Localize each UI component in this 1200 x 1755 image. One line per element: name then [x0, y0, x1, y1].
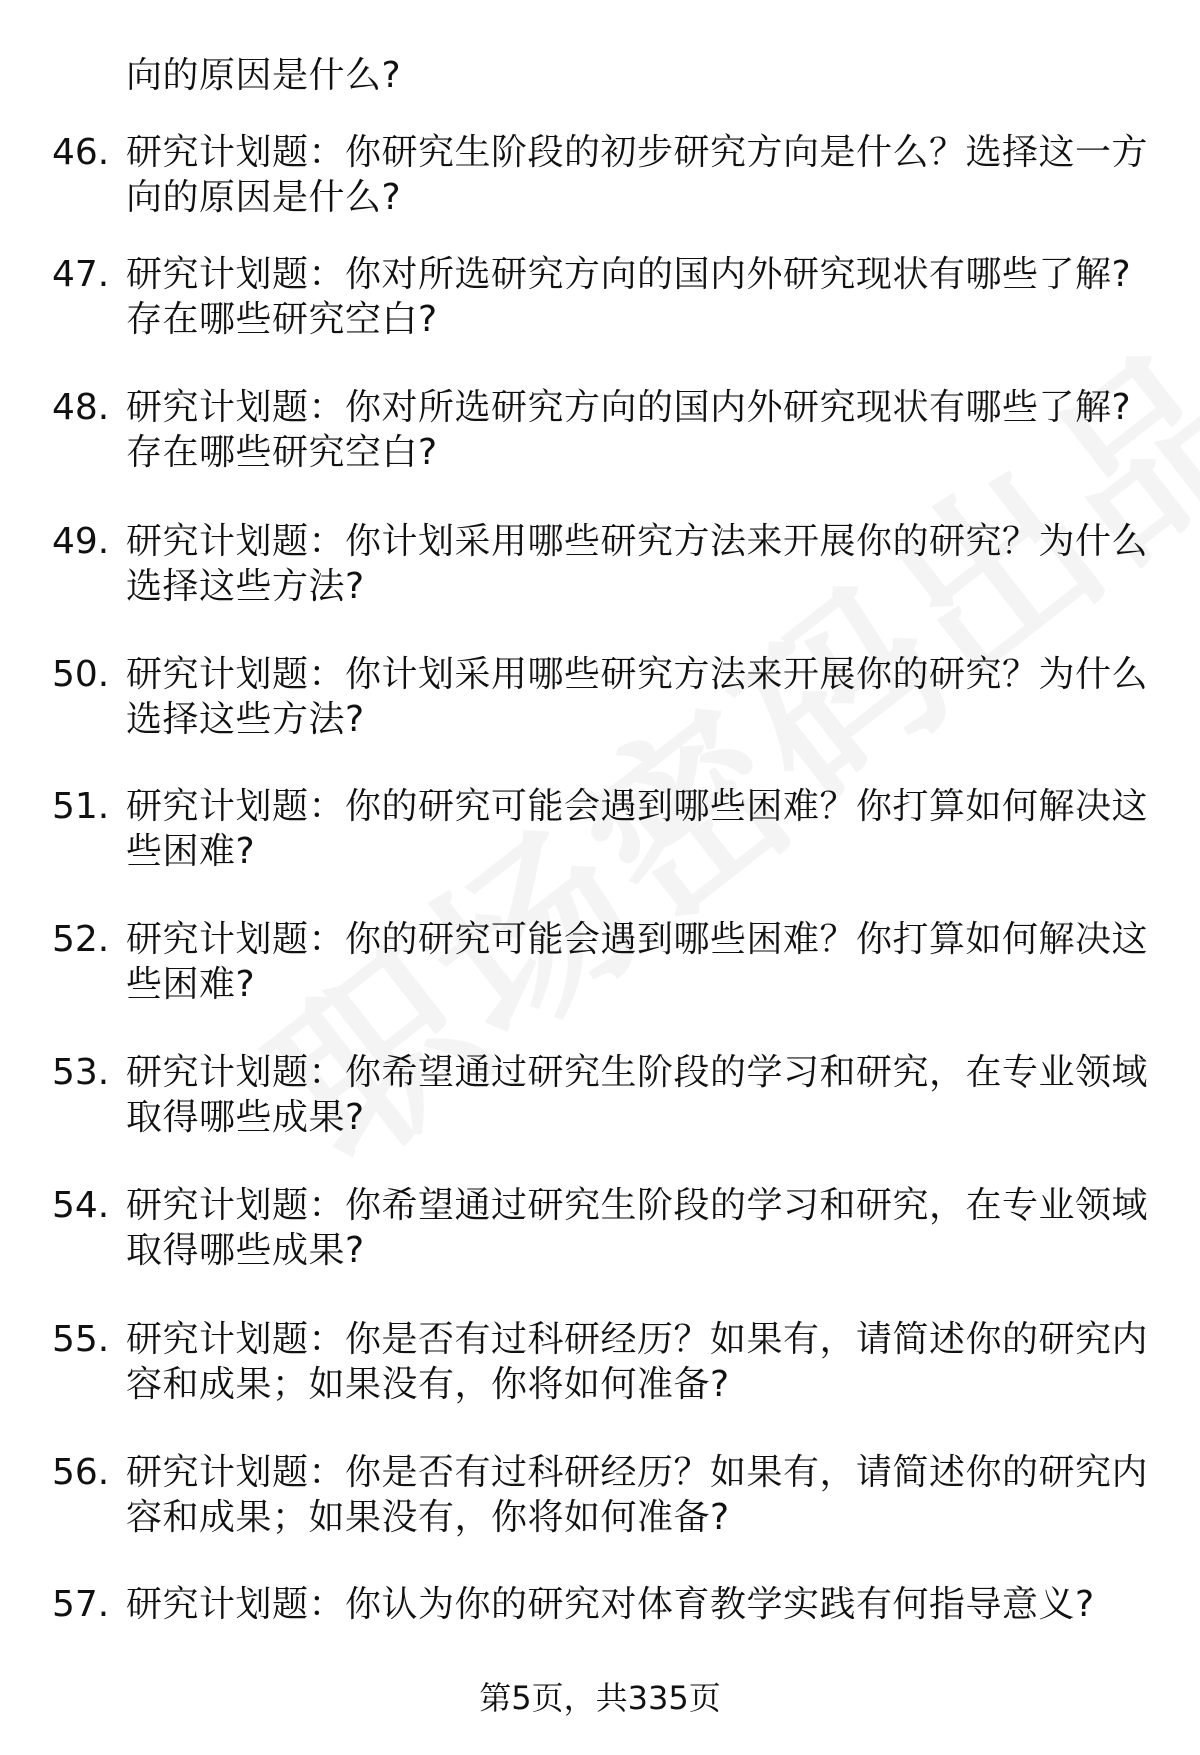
question-text-line2: 取得哪些成果?: [126, 1097, 365, 1138]
question-number: 55.: [52, 1319, 110, 1360]
question-text-line2: 些困难?: [126, 964, 256, 1005]
question-text-line2: 存在哪些研究空白?: [126, 299, 438, 340]
question-text-line2: 向的原因是什么?: [126, 177, 402, 218]
question-number: 47.: [52, 254, 110, 295]
question-number: 48.: [52, 387, 110, 428]
question-number: 46.: [52, 132, 110, 173]
question-text-line2: 容和成果；如果没有，你将如何准备?: [126, 1364, 730, 1405]
question-number: 50.: [52, 654, 110, 695]
question-text-line1: 研究计划题：你研究生阶段的初步研究方向是什么？选择这一方: [126, 132, 1149, 173]
question-number: 57.: [52, 1584, 110, 1625]
question-text-line2: 容和成果；如果没有，你将如何准备?: [126, 1497, 730, 1538]
question-number: 52.: [52, 919, 110, 960]
question-number: 53.: [52, 1052, 110, 1093]
question-number: 49.: [52, 521, 110, 562]
question-number: 54.: [52, 1185, 110, 1226]
question-text-line1: 研究计划题：你希望通过研究生阶段的学习和研究，在专业领域: [126, 1052, 1149, 1093]
question-text-line2: 选择这些方法?: [126, 699, 365, 740]
question-text-line2: 些困难?: [126, 831, 256, 872]
question-number: 56.: [52, 1452, 110, 1493]
question-text-line1: 研究计划题：你对所选研究方向的国内外研究现状有哪些了解?: [126, 387, 1132, 428]
page-footer: 第5页，共335页: [479, 1679, 721, 1717]
question-text-line1: 研究计划题：你认为你的研究对体育教学实践有何指导意义?: [126, 1584, 1095, 1625]
question-text-line1: 研究计划题：你计划采用哪些研究方法来开展你的研究？为什么: [126, 654, 1149, 695]
question-text-line2: 存在哪些研究空白?: [126, 432, 438, 473]
question-text-line1: 研究计划题：你希望通过研究生阶段的学习和研究，在专业领域: [126, 1185, 1149, 1226]
question-number: 51.: [52, 786, 110, 827]
question-text-line1: 研究计划题：你的研究可能会遇到哪些困难？你打算如何解决这: [126, 786, 1149, 827]
question-text-line2: 取得哪些成果?: [126, 1230, 365, 1271]
question-text-line1: 研究计划题：你是否有过科研经历？如果有，请简述你的研究内: [126, 1319, 1149, 1360]
question-text-line1: 研究计划题：你计划采用哪些研究方法来开展你的研究？为什么: [126, 521, 1149, 562]
question-text-line1: 研究计划题：你是否有过科研经历？如果有，请简述你的研究内: [126, 1452, 1149, 1493]
question-text-line1: 研究计划题：你对所选研究方向的国内外研究现状有哪些了解?: [126, 254, 1132, 295]
continuation-text: 向的原因是什么?: [126, 55, 402, 96]
question-text-line2: 选择这些方法?: [126, 566, 365, 607]
question-text-line1: 研究计划题：你的研究可能会遇到哪些困难？你打算如何解决这: [126, 919, 1149, 960]
